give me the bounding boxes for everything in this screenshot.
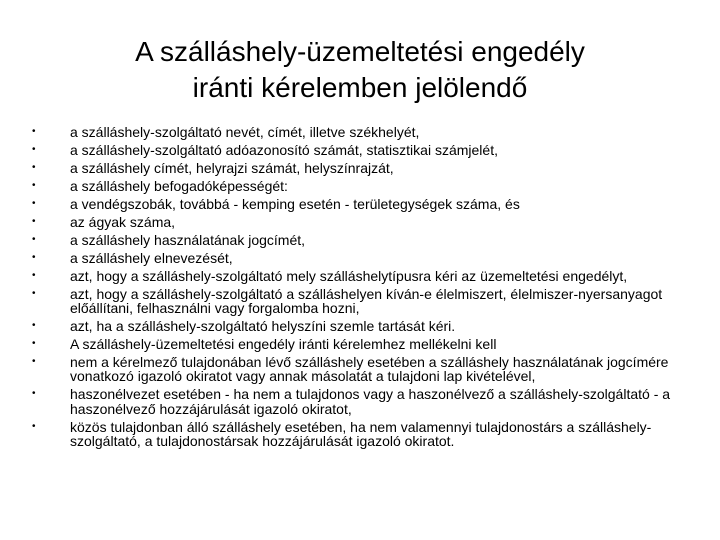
bullet-text: azt, hogy a szálláshely-szolgáltató mely szálláshelytípusra kéri az üzemeltetési engedélyt,	[70, 268, 628, 284]
bullet-text: a szálláshely-szolgáltató adóazonosító számát, statisztikai számjelét,	[70, 142, 498, 158]
bullet-dot-icon: •	[32, 320, 36, 332]
bullet-item	[32, 251, 672, 265]
bullet-text: a vendégszobák, továbbá - kemping esetén - területegységek száma, és	[70, 196, 520, 212]
bullet-item	[32, 233, 672, 247]
bullet-dot-icon: •	[32, 420, 36, 432]
bullet-dot-icon: •	[32, 356, 36, 368]
bullet-dot-icon: •	[32, 126, 36, 137]
bullet-dot-icon: •	[32, 252, 36, 263]
bullet-text: az ágyak száma,	[70, 214, 176, 230]
bullet-item	[32, 337, 672, 351]
bullet-item	[32, 125, 672, 139]
bullet-item	[32, 161, 672, 175]
bullet-text: A szálláshely-üzemeltetési engedély iránti kérelemhez mellékelni kell	[70, 336, 497, 353]
slide-title	[60, 34, 660, 106]
bullet-text: a szálláshely címét, helyrajzi számát, helyszínrajzát,	[70, 160, 394, 176]
bullet-item	[32, 269, 672, 283]
title-line-1: A szálláshely-üzemeltetési engedély	[135, 36, 585, 67]
bullet-dot-icon: •	[32, 338, 36, 350]
bullet-text: a szálláshely befogadóképességét:	[70, 178, 288, 194]
bullet-item	[32, 387, 672, 415]
bullet-dot-icon: •	[32, 234, 36, 245]
bullet-dot-icon: •	[32, 198, 36, 209]
bullet-dot-icon: •	[32, 180, 36, 191]
bullet-item	[32, 287, 672, 315]
bullet-text: közös tulajdonban álló szálláshely esetében, ha nem valamennyi tulajdonostárs a szálláshely-szolgáltató, a tulajdonostársak hozzájárulását igazoló okiratot.	[70, 418, 652, 449]
bullet-dot-icon: •	[32, 144, 36, 155]
bullet-text: azt, hogy a szálláshely-szolgáltató a szálláshelyen kíván-e élelmiszert, élelmiszer-nyersanyagot előállítani, felhasználni vagy forgalomba hozni,	[70, 286, 663, 317]
bullet-text: a szálláshely elnevezését,	[70, 250, 233, 266]
bullet-item	[32, 197, 672, 211]
bullet-item	[32, 319, 672, 333]
bullet-dot-icon: •	[32, 216, 36, 227]
bullet-text: a szálláshely-szolgáltató nevét, címét, illetve székhelyét,	[70, 124, 420, 140]
bullet-text: a szálláshely használatának jogcímét,	[70, 232, 306, 248]
bullet-item	[32, 355, 672, 383]
bullet-item	[32, 179, 672, 193]
bullet-item	[32, 215, 672, 229]
bullet-item	[32, 143, 672, 157]
bullet-text: nem a kérelmező tulajdonában lévő szálláshely esetében a szálláshely használatának jogcímére vonatkozó igazoló okiratot vagy annak másolatát a tulajdoni lap kivételével,	[70, 354, 669, 385]
bullet-dot-icon: •	[32, 162, 36, 173]
bullet-text: haszonélvezet esetében - ha nem a tulajdonos vagy a haszonélvező a szálláshely-szolgáltató - a haszonélvező hozzájárulását igazoló okiratot,	[70, 386, 671, 417]
bullet-item	[32, 420, 672, 448]
title-line-2: iránti kérelemben jelölendő	[192, 72, 528, 103]
bullet-dot-icon: •	[32, 270, 36, 281]
bullet-dot-icon: •	[32, 388, 36, 400]
bullet-text: azt, ha a szálláshely-szolgáltató helyszíni szemle tartását kéri.	[70, 318, 456, 335]
bullet-dot-icon: •	[32, 288, 36, 299]
requirements-bullet-list	[32, 125, 672, 452]
